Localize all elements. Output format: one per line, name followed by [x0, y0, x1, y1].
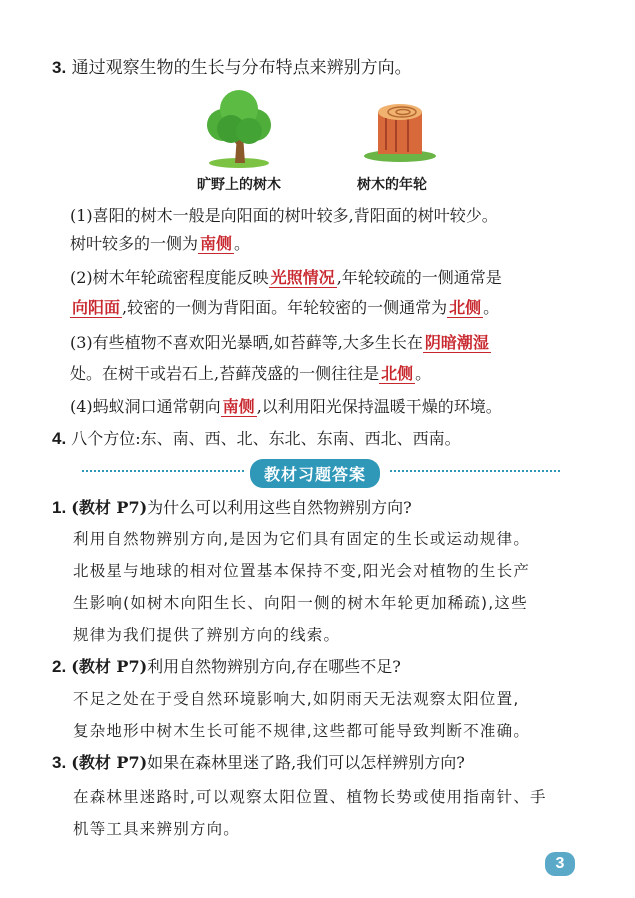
question-number: 2.	[52, 657, 67, 676]
paragraph-text: (3)有些植物不喜欢阳光暴晒,如苔藓等,大多生长在	[70, 333, 423, 352]
question-text: 为什么可以利用这些自然物辨别方向?	[147, 498, 412, 517]
question-source: (教材 P7)	[71, 753, 148, 772]
answers-banner: 教材习题答案	[250, 459, 380, 488]
caption-stump: 树木的年轮	[357, 177, 427, 193]
answer-blank: 光照情况	[270, 268, 335, 287]
section-heading-text: 通过观察生物的生长与分布特点来辨别方向。	[71, 58, 412, 78]
answer-blank: 南侧	[222, 397, 255, 416]
paragraph-3-line-1	[70, 332, 491, 354]
answer-blank: 北侧	[381, 364, 414, 383]
section4	[52, 428, 461, 450]
paragraph-text: (4)蚂蚁洞口通常朝向	[70, 397, 221, 416]
paragraph-2-line-1	[70, 267, 502, 289]
question-1	[52, 497, 412, 519]
answer-1-line-1: 利用自然物辨别方向,是因为它们具有固定的生长或运动规律。	[73, 530, 531, 548]
answer-1-line-3: 生影响(如树木向阳生长、向阳一侧的树木年轮更加稀疏),这些	[73, 594, 528, 612]
paragraph-1-line-2	[70, 233, 250, 255]
section4-text: 八个方位:东、南、西、北、东北、东南、西北、西南。	[71, 429, 461, 448]
question-text: 如果在森林里迷了路,我们可以怎样辨别方向?	[147, 753, 465, 772]
question-number: 3.	[52, 753, 67, 772]
question-text: 利用自然物辨别方向,存在哪些不足?	[147, 657, 401, 676]
paragraph-4	[70, 396, 502, 418]
answer-1-line-2: 北极星与地球的相对位置基本保持不变,阳光会对植物的生长产	[73, 562, 531, 580]
page-number: 3	[545, 852, 575, 876]
answer-2-line-2: 复杂地形中树木生长可能不规律,这些都可能导致判断不准确。	[73, 722, 531, 740]
paragraph-2-line-2	[70, 297, 499, 319]
answer-3-line-2: 机等工具来辨别方向。	[73, 820, 241, 838]
paragraph-text: 。	[415, 364, 432, 383]
paragraph-text: (2)树木年轮疏密程度能反映	[70, 268, 269, 287]
caption-tree: 旷野上的树木	[197, 177, 281, 193]
paragraph-text: 处。在树干或岩石上,苔藓茂盛的一侧往往是	[70, 364, 380, 383]
question-3	[52, 752, 465, 774]
question-source: (教材 P7)	[71, 498, 148, 517]
paragraph-3-line-2	[70, 363, 431, 385]
section3-heading	[52, 57, 412, 79]
paragraph-text: ,年轮较疏的一侧通常是	[336, 268, 502, 287]
answer-2-line-1: 不足之处在于受自然环境影响大,如阴雨天无法观察太阳位置,	[73, 690, 520, 708]
answer-blank: 阴暗潮湿	[424, 333, 489, 352]
paragraph-text: 。	[234, 234, 251, 253]
question-number: 1.	[52, 498, 67, 517]
paragraph-text: ,较密的一侧为背阳面。年轮较密的一侧通常为	[122, 298, 448, 317]
answer-1-line-4: 规律为我们提供了辨别方向的线索。	[73, 626, 341, 644]
section-number: 3.	[52, 58, 67, 77]
paragraph-1-line-1: (1)喜阳的树木一般是向阳面的树叶较多,背阳面的树叶较少。	[70, 206, 498, 225]
paragraph-text: 。	[483, 298, 500, 317]
question-source: (教材 P7)	[71, 657, 148, 676]
question-2	[52, 656, 401, 678]
answer-blank: 北侧	[449, 298, 482, 317]
paragraph-text: 树叶较多的一侧为	[70, 234, 199, 253]
divider-left	[82, 470, 244, 472]
answer-3-line-1: 在森林里迷路时,可以观察太阳位置、植物长势或使用指南针、手	[73, 788, 547, 806]
section-number: 4.	[52, 429, 67, 448]
divider-right	[390, 470, 560, 472]
answer-blank: 南侧	[200, 234, 233, 253]
answer-blank: 向阳面	[72, 298, 121, 317]
paragraph-text: ,以利用阳光保持温暖干燥的环境。	[256, 397, 502, 416]
tree-illustration	[195, 85, 285, 170]
tree-stump-illustration	[360, 100, 440, 165]
